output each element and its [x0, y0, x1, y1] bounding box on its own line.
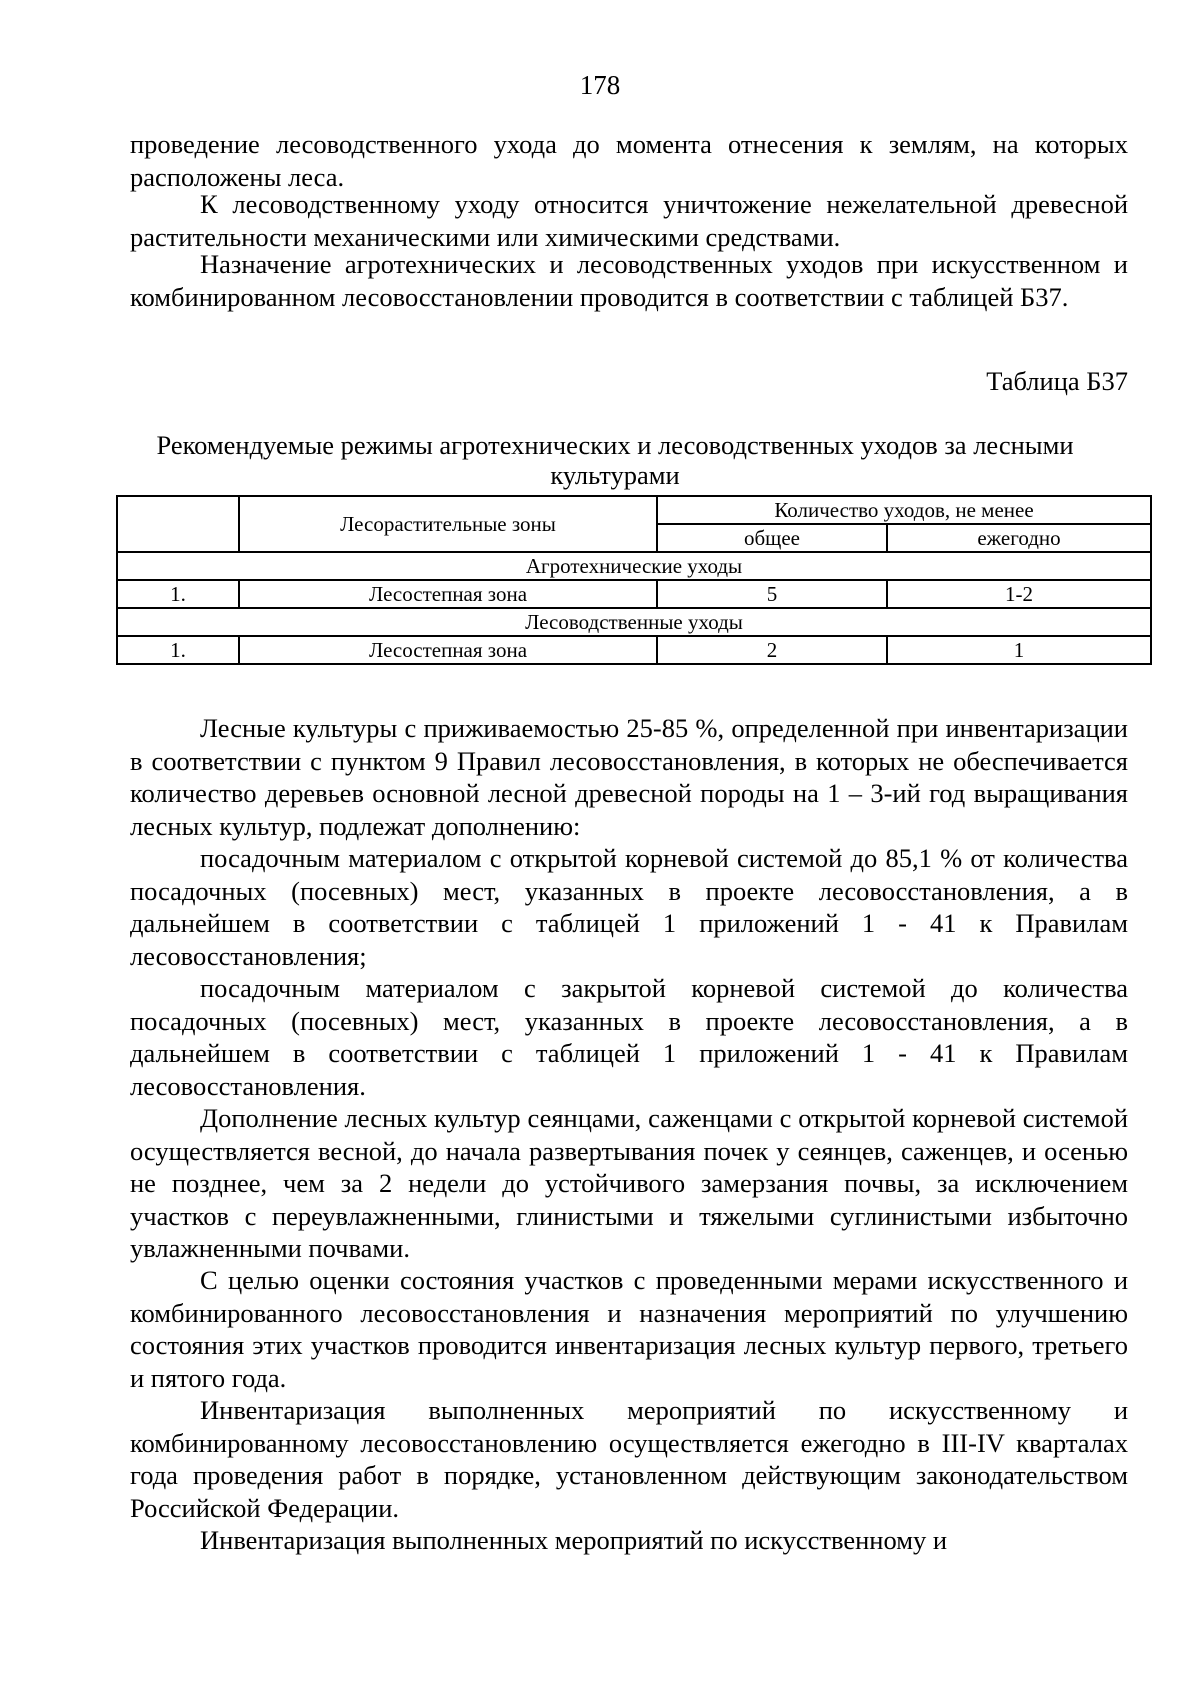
- row-number: 1.: [117, 636, 239, 664]
- table-row: [117, 636, 1151, 664]
- table-row: [117, 580, 1151, 608]
- paragraph: проведение лесоводственного ухода до момента отнесения к землям, на которых расположены леса.: [130, 129, 1128, 192]
- paragraph: К лесоводственному уходу относится уничтожение нежелательной древесной растительности механическими или химическими средствами.: [130, 189, 1128, 252]
- paragraph: С целью оценки состояния участков с проведенными мерами искусственного и комбинированного лесовосстановления и назначения мероприятий по улучшению состояния этих участков проводится инвентаризация лесных культур первого, третьего и пятого года.: [130, 1265, 1128, 1393]
- paragraph: Лесные культуры с приживаемостью 25-85 %, определенной при инвентаризации в соответствии с пунктом 9 Правил лесовосстановления, в которых не обеспечивается количество деревьев основной лесной древесной породы на 1 – 3-ий год выращивания лесных культур, подлежат дополнению:: [130, 713, 1128, 841]
- row-number: 1.: [117, 580, 239, 608]
- table-header-count: Количество уходов, не менее: [657, 496, 1151, 524]
- paragraph: Назначение агротехнических и лесоводственных уходов при искусственном и комбинированном лесовосстановлении проводится в соответствии с таблицей Б37.: [130, 249, 1128, 312]
- row-yearly: 1: [887, 636, 1151, 664]
- row-yearly: 1-2: [887, 580, 1151, 608]
- table-title: Рекомендуемые режимы агротехнических и лесоводственных уходов за лесными культурами: [156, 430, 1074, 490]
- row-total: 2: [657, 636, 887, 664]
- row-zone: Лесостепная зона: [239, 580, 657, 608]
- paragraph: Дополнение лесных культур сеянцами, саженцами с открытой корневой системой осуществляется весной, до начала развертывания почек у сеянцев, саженцев, и осенью не позднее, чем за 2 недели до устойчивого замерзания почвы, за исключением участков с переувлажненными, глинистыми и тяжелыми суглинистыми избыточно увлажненными почвами.: [130, 1103, 1128, 1263]
- table-header-total: общее: [657, 524, 887, 552]
- table-header-empty: [117, 496, 239, 552]
- paragraph: Инвентаризация выполненных мероприятий по искусственному и: [200, 1525, 948, 1555]
- page-number: 178: [579, 70, 621, 100]
- care-regimes-table: [116, 495, 1152, 665]
- paragraph: Инвентаризация выполненных мероприятий по искусственному и комбинированному лесовосстановлению осуществляется ежегодно в III-IV кварталах года проведения работ в порядке, установленном действующим законодательством Российской Федерации.: [130, 1395, 1128, 1523]
- table-section-title: Лесоводственные уходы: [117, 608, 1151, 636]
- paragraph: посадочным материалом с открытой корневой системой до 85,1 % от количества посадочных (посевных) мест, указанных в проекте лесовосстановления, а в дальнейшем в соответствии с таблицей 1 приложений 1 - 41 к Правилам лесовосстановления;: [130, 843, 1128, 971]
- table-label: Таблица Б37: [986, 366, 1128, 396]
- table-section-title: Агротехнические уходы: [117, 552, 1151, 580]
- table-header-yearly: ежегодно: [887, 524, 1151, 552]
- table-header-zones: Лесорастительные зоны: [239, 496, 657, 552]
- row-total: 5: [657, 580, 887, 608]
- row-zone: Лесостепная зона: [239, 636, 657, 664]
- paragraph: посадочным материалом с закрытой корневой системой до количества посадочных (посевных) мест, указанных в проекте лесовосстановления, а в дальнейшем в соответствии с таблицей 1 приложений 1 - 41 к Правилам лесовосстановления.: [130, 973, 1128, 1101]
